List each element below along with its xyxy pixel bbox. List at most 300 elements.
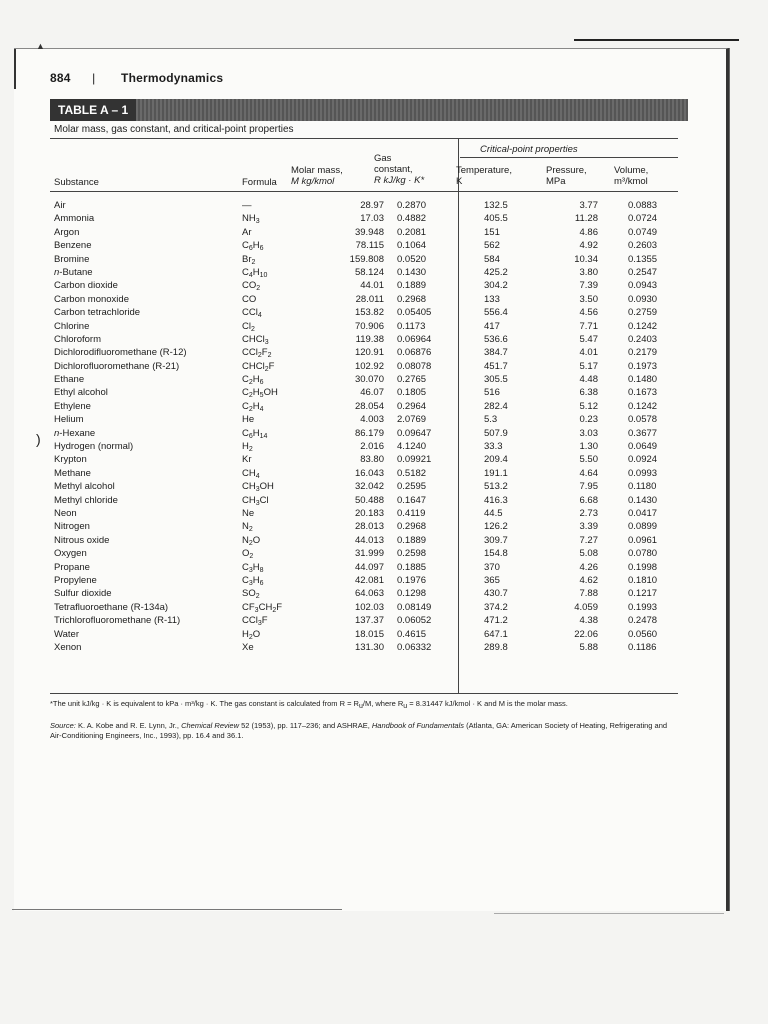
cell-substance: Methyl alcohol: [54, 481, 115, 493]
table-row: [54, 199, 684, 212]
table-row: [54, 400, 684, 413]
cell-volume: 0.2603: [628, 240, 658, 252]
table-row: [54, 561, 684, 574]
cell-formula: $N_2O$: [242, 534, 261, 547]
cell-gas-constant: 0.08078: [397, 360, 432, 372]
cell-pressure: 5.12: [579, 400, 598, 412]
cell-formula: $C_6H_{14}$: [242, 427, 268, 440]
cell-formula: $C_2H_5OH$: [242, 387, 278, 400]
cell-gas-constant: 4.1240: [397, 441, 427, 453]
cell-substance: Methyl chloride: [54, 494, 118, 506]
cell-molar-mass: 119.38: [355, 333, 384, 345]
cell-pressure: 3.50: [579, 293, 598, 305]
book-title: Thermodynamics: [121, 71, 224, 85]
cell-gas-constant: 0.0520: [397, 253, 427, 265]
cell-gas-constant: 0.2595: [397, 481, 427, 493]
table-caption: Molar mass, gas constant, and critical-point properties: [54, 124, 294, 135]
cell-gas-constant: 0.5182: [397, 467, 427, 479]
cell-pressure: 7.88: [579, 588, 598, 600]
cell-substance: Ethylene: [54, 400, 91, 412]
cell-pressure: 1.30: [579, 441, 598, 453]
bottom-edge-line: [12, 909, 342, 910]
table-row: [54, 253, 684, 266]
caption-rule: [50, 138, 678, 139]
cell-volume: 0.1810: [628, 574, 658, 586]
cell-volume: 0.0417: [628, 507, 658, 519]
cell-molar-mass: 46.07: [360, 387, 384, 399]
cell-substance: n-Butane: [54, 266, 93, 278]
cell-pressure: 4.059: [574, 601, 598, 613]
cell-pressure: 3.03: [579, 427, 598, 439]
cell-substance: Neon: [54, 507, 77, 519]
col-header-pressure: Pressure, MPa: [546, 165, 587, 187]
cell-formula: CCl$_4$: [242, 307, 262, 320]
cell-volume: 0.1242: [628, 320, 658, 332]
cell-substance: Dichlorodifluoromethane (R-12): [54, 347, 187, 359]
cell-substance: Krypton: [54, 454, 87, 466]
cell-temperature: 133: [484, 293, 500, 305]
table-label: TABLE A – 1: [50, 99, 136, 121]
source-note: Source: K. A. Kobe and R. E. Lynn, Jr., Chemical Review 52 (1953), pp. 117–236; and ASHRAE, Handbook of Fundamentals (Atlanta, GA: American Society of Heating, Refrigerating and Air-Conditioning Engineers, Inc., 1993), pp. 16.4 and 36.1.: [50, 721, 668, 740]
cell-pressure: 5.88: [579, 641, 598, 653]
cell-molar-mass: 58.124: [354, 266, 384, 278]
cell-volume: 0.1480: [628, 374, 658, 386]
cell-volume: 0.2403: [628, 333, 658, 345]
cell-molar-mass: 39.948: [354, 226, 384, 238]
cell-gas-constant: 0.2081: [397, 226, 427, 238]
table-row: [54, 440, 684, 453]
cell-molar-mass: 64.063: [354, 588, 384, 600]
cell-pressure: 5.50: [579, 454, 598, 466]
cell-substance: Benzene: [54, 240, 92, 252]
cell-gas-constant: 0.2765: [397, 374, 427, 386]
table-row: [54, 212, 684, 225]
cell-formula: Xe: [242, 641, 254, 653]
cell-gas-constant: 0.06052: [397, 615, 432, 627]
cell-formula: $CO_2$: [242, 280, 261, 293]
cell-formula: $Cl_2$: [242, 320, 255, 333]
cell-gas-constant: 0.09921: [397, 454, 432, 466]
cell-molar-mass: 28.011: [355, 293, 384, 305]
cell-temperature: 5.3: [484, 414, 498, 426]
cell-volume: 0.0943: [628, 280, 658, 292]
cell-substance: Trichlorofluoromethane (R-11): [54, 615, 181, 627]
cell-formula: $CH_4$: [242, 467, 260, 480]
cell-molar-mass: 153.82: [354, 307, 384, 319]
cell-volume: 0.3677: [628, 427, 658, 439]
cell-pressure: 4.48: [579, 374, 598, 386]
cell-pressure: 5.47: [579, 333, 598, 345]
cell-temperature: 304.2: [484, 280, 508, 292]
cell-substance: Chlorine: [54, 320, 90, 332]
bottom-edge-line-right: [494, 913, 724, 914]
margin-bracket: ): [36, 431, 41, 447]
cell-temperature: 513.2: [484, 481, 508, 493]
running-header: [50, 71, 223, 85]
cell-substance: Nitrogen: [54, 521, 90, 533]
cell-pressure: 4.38: [579, 615, 598, 627]
cell-pressure: 7.95: [579, 481, 598, 493]
cell-pressure: 7.39: [579, 280, 598, 292]
scanned-page: [14, 41, 729, 911]
table-row: [54, 614, 684, 627]
cell-formula: $Br_2$: [242, 253, 256, 266]
cell-temperature: 416.3: [484, 494, 508, 506]
cell-substance: n-Hexane: [54, 427, 96, 439]
cell-molar-mass: 4.003: [360, 414, 384, 426]
cell-temperature: 370: [484, 561, 500, 573]
cell-pressure: 3.80: [579, 266, 598, 278]
cell-temperature: 562: [484, 240, 500, 252]
cell-pressure: 3.39: [579, 521, 598, 533]
group-header-rule: [460, 157, 678, 158]
cell-molar-mass: 86.179: [354, 427, 384, 439]
cell-volume: 0.0780: [628, 548, 658, 560]
cell-formula: $C_2H_4$: [242, 400, 264, 413]
cell-temperature: 451.7: [484, 360, 508, 372]
cell-substance: Tetrafluoroethane (R-134a): [54, 601, 169, 613]
cell-temperature: 151: [484, 226, 500, 238]
table-row: [54, 279, 684, 292]
cell-molar-mass: 17.03: [360, 213, 384, 225]
cell-volume: 0.0993: [628, 467, 658, 479]
cell-substance: Ethane: [54, 374, 85, 386]
cell-temperature: 556.4: [484, 307, 508, 319]
cell-pressure: 3.77: [579, 200, 598, 211]
cell-pressure: 10.34: [574, 253, 598, 265]
cell-temperature: 647.1: [484, 628, 508, 640]
cell-gas-constant: 0.1064: [397, 240, 427, 252]
cell-formula: $O_2$: [242, 548, 254, 561]
cell-formula: $CH_3OH$: [242, 481, 274, 494]
cell-substance: Methane: [54, 467, 91, 479]
cell-temperature: 384.7: [484, 347, 508, 359]
cell-pressure: 7.71: [579, 320, 598, 332]
cell-temperature: 365: [484, 574, 500, 586]
cell-molar-mass: 20.183: [354, 507, 384, 519]
cell-temperature: 471.2: [484, 615, 508, 627]
cell-temperature: 536.6: [484, 333, 508, 345]
cell-pressure: 4.26: [579, 561, 598, 573]
cell-temperature: 405.5: [484, 213, 508, 225]
cell-gas-constant: 2.0769: [397, 414, 427, 426]
cell-pressure: 4.92: [579, 240, 598, 252]
cell-temperature: 417: [484, 320, 500, 332]
table-row: [54, 601, 684, 614]
cell-gas-constant: 0.2598: [397, 548, 427, 560]
cell-substance: Ammonia: [54, 213, 95, 225]
cell-molar-mass: 131.30: [354, 641, 384, 653]
cell-temperature: 374.2: [484, 601, 508, 613]
cell-volume: 0.0560: [628, 628, 658, 640]
table-body: [54, 199, 684, 654]
cell-volume: 0.1180: [628, 481, 657, 493]
cell-temperature: 191.1: [484, 467, 508, 479]
table-row: [54, 226, 684, 239]
cell-volume: 0.1355: [628, 253, 658, 265]
cell-volume: 0.1973: [628, 360, 658, 372]
cell-volume: 0.1998: [628, 561, 658, 573]
cell-molar-mass: 31.999: [354, 548, 384, 560]
scan-mark: ▲: [36, 41, 45, 51]
cell-temperature: 516: [484, 387, 500, 399]
cell-substance: Carbon dioxide: [54, 280, 118, 292]
cell-formula: $NH_3$: [242, 213, 260, 226]
cell-substance: Xenon: [54, 641, 82, 653]
page-corner-mark: [14, 49, 22, 89]
cell-molar-mass: 78.115: [355, 240, 384, 252]
cell-volume: 0.2547: [628, 266, 658, 278]
col-header-formula: Formula: [242, 177, 277, 188]
table-row: [54, 306, 684, 319]
cell-volume: 0.2759: [628, 307, 658, 319]
cell-substance: Dichlorofluoromethane (R-21): [54, 360, 180, 372]
cell-substance: Ethyl alcohol: [54, 387, 108, 399]
cell-molar-mass: 16.043: [354, 467, 384, 479]
cell-temperature: 154.8: [484, 548, 508, 560]
cell-volume: 0.0578: [628, 414, 658, 426]
col-header-gas-constant: Gas constant, R kJ/kg · K*: [374, 153, 425, 186]
cell-gas-constant: 0.1805: [397, 387, 427, 399]
cell-volume: 0.1993: [628, 601, 658, 613]
col-header-substance: Substance: [54, 177, 99, 188]
cell-molar-mass: 120.91: [354, 347, 384, 359]
header-rule: [50, 191, 678, 192]
table-row: [54, 574, 684, 587]
cell-molar-mass: 30.070: [354, 374, 384, 386]
cell-molar-mass: 44.097: [354, 561, 384, 573]
cell-molar-mass: 102.92: [354, 360, 384, 372]
cell-substance: Oxygen: [54, 548, 87, 560]
cell-molar-mass: 28.054: [354, 400, 384, 412]
cell-gas-constant: 0.1885: [397, 561, 427, 573]
cell-volume: 0.2179: [628, 347, 658, 359]
cell-volume: 0.1186: [628, 641, 657, 653]
cell-gas-constant: 0.05405: [397, 307, 432, 319]
cell-formula: $C_3H_6$: [242, 574, 264, 587]
table-row: [54, 239, 684, 252]
cell-gas-constant: 0.1298: [397, 588, 427, 600]
cell-temperature: 430.7: [484, 588, 508, 600]
table-row: [54, 641, 684, 654]
cell-substance: Carbon tetrachloride: [54, 307, 141, 319]
cell-substance: Argon: [54, 226, 80, 238]
cell-gas-constant: 0.06876: [397, 347, 432, 359]
cell-formula: CO: [242, 293, 257, 305]
cell-gas-constant: 0.2968: [397, 521, 427, 533]
cell-molar-mass: 50.488: [354, 494, 384, 506]
cell-formula: Kr: [242, 454, 252, 466]
cell-volume: 0.0961: [628, 534, 658, 546]
cell-formula: $SO_2$: [242, 588, 260, 601]
cell-volume: 0.1430: [628, 494, 658, 506]
cell-volume: 0.0883: [628, 200, 658, 211]
table-row: [54, 547, 684, 560]
cell-gas-constant: 0.2870: [397, 200, 427, 211]
cell-gas-constant: 0.1976: [397, 574, 427, 586]
table-end-rule: [50, 693, 678, 694]
cell-molar-mass: 137.37: [354, 615, 384, 627]
cell-formula: $N_2$: [242, 521, 253, 534]
cell-molar-mass: 28.97: [360, 200, 384, 211]
cell-temperature: 33.3: [484, 441, 503, 453]
cell-temperature: 584: [484, 253, 500, 265]
table-row: [54, 494, 684, 507]
cell-volume: 0.0724: [628, 213, 658, 225]
cell-molar-mass: 32.042: [354, 481, 384, 493]
cell-temperature: 44.5: [484, 507, 503, 519]
critical-point-group-header: Critical-point properties: [480, 144, 578, 155]
cell-substance: Bromine: [54, 253, 90, 265]
cell-temperature: 126.2: [484, 521, 508, 533]
cell-pressure: 4.64: [579, 467, 598, 479]
table-row: [54, 373, 684, 386]
cell-formula: $H_2O$: [242, 628, 261, 641]
cell-volume: 0.0924: [628, 454, 658, 466]
cell-temperature: 282.4: [484, 400, 508, 412]
cell-pressure: 2.73: [579, 507, 598, 519]
table-row: [54, 360, 684, 373]
table-row: [54, 320, 684, 333]
cell-molar-mass: 2.016: [360, 441, 384, 453]
cell-pressure: 6.38: [579, 387, 598, 399]
cell-molar-mass: 44.01: [360, 280, 384, 292]
cell-substance: Chloroform: [54, 333, 101, 345]
cell-formula: He: [242, 414, 255, 426]
col-header-volume: Volume, m³/kmol: [614, 165, 649, 187]
table-row: [54, 413, 684, 426]
cell-pressure: 4.01: [579, 347, 598, 359]
cell-pressure: 4.86: [579, 226, 598, 238]
cell-gas-constant: 0.4119: [397, 507, 426, 519]
cell-pressure: 5.08: [579, 548, 598, 560]
cell-formula: $C_3H_8$: [242, 561, 264, 574]
cell-temperature: 289.8: [484, 641, 508, 653]
cell-gas-constant: 0.1647: [397, 494, 427, 506]
cell-substance: Air: [54, 200, 66, 211]
page-number: 884: [50, 71, 71, 85]
cell-molar-mass: 28.013: [354, 521, 384, 533]
cell-formula: CHCl$_3$: [242, 333, 269, 346]
cell-pressure: 6.68: [579, 494, 598, 506]
cell-temperature: 305.5: [484, 374, 508, 386]
cell-formula: Ne: [242, 507, 255, 519]
table-row: [54, 453, 684, 466]
cell-gas-constant: 0.2968: [397, 293, 427, 305]
cell-volume: 0.0930: [628, 293, 658, 305]
cell-formula: CCl$_3$F: [242, 615, 268, 628]
header-separator: |: [92, 71, 96, 85]
cell-volume: 0.2478: [628, 615, 658, 627]
cell-substance: Water: [54, 628, 79, 640]
cell-pressure: 7.27: [579, 534, 598, 546]
cell-gas-constant: 0.2964: [397, 400, 427, 412]
table-row: [54, 427, 684, 440]
table-row: [54, 467, 684, 480]
cell-substance: Helium: [54, 414, 84, 426]
top-edge-line: [574, 39, 739, 41]
cell-molar-mass: 70.906: [354, 320, 384, 332]
cell-temperature: 132.5: [484, 200, 508, 211]
cell-gas-constant: 0.09647: [397, 427, 432, 439]
cell-substance: Propylene: [54, 574, 97, 586]
cell-substance: Sulfur dioxide: [54, 588, 112, 600]
cell-volume: 0.0749: [628, 226, 658, 238]
cell-volume: 0.1673: [628, 387, 658, 399]
table-row: [54, 480, 684, 493]
cell-gas-constant: 0.1430: [397, 266, 427, 278]
cell-gas-constant: 0.06332: [397, 641, 432, 653]
cell-formula: $CCl_2F_2$: [242, 347, 272, 360]
cell-pressure: 22.06: [574, 628, 598, 640]
cell-gas-constant: 0.4615: [397, 628, 427, 640]
table-row: [54, 333, 684, 346]
cell-temperature: 309.7: [484, 534, 508, 546]
cell-gas-constant: 0.08149: [397, 601, 432, 613]
cell-volume: 0.0649: [628, 441, 658, 453]
table-row: [54, 293, 684, 306]
cell-formula: $C_2H_6$: [242, 374, 264, 387]
cell-volume: 0.1217: [628, 588, 658, 600]
cell-gas-constant: 0.1889: [397, 534, 427, 546]
cell-formula: —: [242, 200, 252, 211]
table-row: [54, 628, 684, 641]
cell-molar-mass: 159.808: [349, 253, 384, 265]
table-row: [54, 534, 684, 547]
col-header-molar-mass: Molar mass, M kg/kmol: [291, 165, 343, 187]
cell-gas-constant: 0.4882: [397, 213, 427, 225]
col-header-temperature: Temperature, K: [456, 165, 512, 187]
cell-pressure: 11.28: [574, 213, 598, 225]
cell-substance: Propane: [54, 561, 90, 573]
cell-gas-constant: 0.06964: [397, 333, 432, 345]
cell-pressure: 4.62: [579, 574, 598, 586]
cell-formula: $CF_3CH_2F$: [242, 601, 283, 614]
cell-formula: $C_6H_6$: [242, 240, 264, 253]
cell-substance: Hydrogen (normal): [54, 441, 134, 453]
table-footnote: *The unit kJ/kg · K is equivalent to kPa · m³/kg · K. The gas constant is calculated from $R = R_u/M$, where $R_u = 8.31447$ kJ/kmol · K and M is the molar mass.: [50, 699, 568, 710]
cell-formula: CHCl$_2$F: [242, 360, 275, 373]
cell-formula: $CH_3Cl$: [242, 494, 269, 507]
table-label-bar: [50, 99, 688, 121]
cell-molar-mass: 18.015: [354, 628, 384, 640]
cell-molar-mass: 42.081: [354, 574, 384, 586]
table-row: [54, 507, 684, 520]
cell-molar-mass: 102.03: [354, 601, 384, 613]
cell-pressure: 5.17: [579, 360, 598, 372]
cell-molar-mass: 44.013: [354, 534, 384, 546]
cell-molar-mass: 83.80: [360, 454, 384, 466]
table-row: [54, 266, 684, 279]
cell-gas-constant: 0.1173: [397, 320, 426, 332]
table-row: [54, 520, 684, 533]
cell-formula: $C_4H_{10}$: [242, 266, 268, 279]
cell-substance: Carbon monoxide: [54, 293, 129, 305]
cell-formula: $H_2$: [242, 441, 253, 454]
table-row: [54, 587, 684, 600]
cell-temperature: 425.2: [484, 266, 508, 278]
cell-temperature: 209.4: [484, 454, 508, 466]
cell-pressure: 4.56: [579, 307, 598, 319]
cell-pressure: 0.23: [579, 414, 598, 426]
cell-volume: 0.0899: [628, 521, 658, 533]
cell-gas-constant: 0.1889: [397, 280, 427, 292]
table-row: [54, 386, 684, 399]
cell-volume: 0.1242: [628, 400, 658, 412]
cell-formula: Ar: [242, 226, 252, 238]
cell-temperature: 507.9: [484, 427, 508, 439]
cell-substance: Nitrous oxide: [54, 534, 110, 546]
